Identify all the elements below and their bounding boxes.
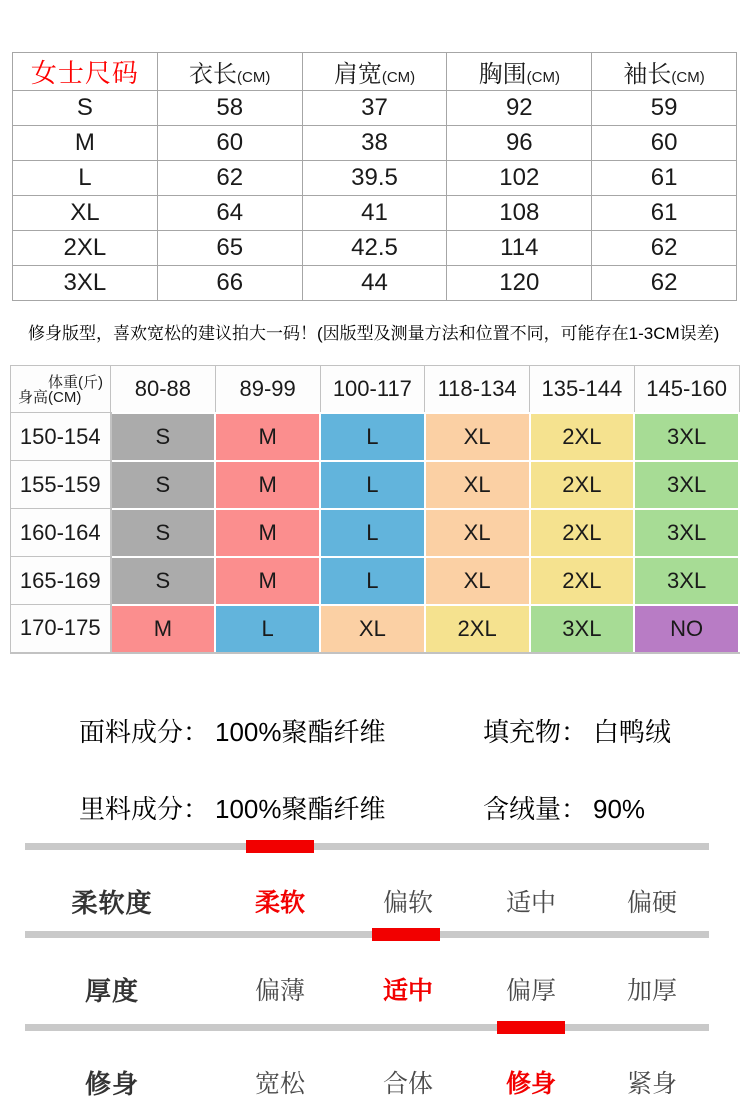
attribute-row-fit [0,1024,750,1114]
measurement-cell: 92 [447,91,592,126]
attribute-option: 加厚 [626,977,678,1005]
size-table-row [13,161,737,196]
attribute-option: 宽松 [254,1070,306,1098]
fabric-info-section [0,713,750,833]
matrix-size-cell: 2XL [530,557,635,605]
matrix-size-cell: L [320,413,425,461]
matrix-size-cell: M [215,413,320,461]
measurement-cell: 64 [157,196,302,231]
measurement-cell: 37 [302,91,447,126]
column-header-sleeve-length [592,53,737,91]
height-range-label: 150-154 [11,413,111,461]
measurement-cell: 62 [157,161,302,196]
attribute-scale-bar [25,1024,709,1031]
size-table-row [13,91,737,126]
measurement-cell: 41 [302,196,447,231]
attribute-selected-marker [497,1021,565,1034]
measurement-cell: 65 [157,231,302,266]
size-table-header-row [13,53,737,91]
attribute-scale-bar [25,843,709,850]
matrix-size-cell: XL [425,557,530,605]
measurement-cell: 44 [302,266,447,301]
size-label: M [13,126,158,161]
size-label: XL [13,196,158,231]
size-label: S [13,91,158,126]
matrix-row [11,605,740,653]
fabric-value: 100%聚酯纤维 [215,794,386,824]
height-range-label: 170-175 [11,605,111,653]
matrix-size-cell: 3XL [530,605,635,653]
matrix-row [11,557,740,605]
corner-height-label: 身高(CM) [18,389,82,406]
height-range-label: 160-164 [11,509,111,557]
height-range-label: 155-159 [11,461,111,509]
attribute-option: 适中 [505,889,557,917]
matrix-size-cell: 2XL [530,509,635,557]
weight-range-header: 89-99 [215,366,320,413]
column-header-unit: (CM) [237,69,271,86]
corner-weight-label: 体重(斤) [48,374,103,391]
weight-range-header: 80-88 [111,366,216,413]
column-header-label: 衣长 [189,61,238,88]
attribute-option: 合体 [382,1070,434,1098]
weight-range-header: 100-117 [320,366,425,413]
matrix-size-cell: XL [425,461,530,509]
matrix-row [11,509,740,557]
measurement-cell: 61 [592,196,737,231]
attribute-name: 柔软度 [71,888,153,918]
attribute-option: 适中 [382,977,434,1005]
attribute-scale-bar [25,931,709,938]
fabric-info-item [483,790,645,828]
weight-range-header: 135-144 [530,366,635,413]
column-header-label: 袖长 [623,61,672,88]
matrix-size-cell: M [111,605,216,653]
matrix-size-cell: M [215,509,320,557]
matrix-size-cell: XL [425,509,530,557]
column-header-bust [447,53,592,91]
attribute-option: 偏厚 [505,977,557,1005]
matrix-size-cell: L [215,605,320,653]
matrix-size-cell: S [111,461,216,509]
fabric-value: 白鸭绒 [593,717,672,747]
fabric-label: 里料成分： [79,794,210,824]
attribute-labels-row [0,975,750,1009]
attribute-selected-marker [372,928,440,941]
attribute-option: 修身 [505,1070,557,1098]
size-table-row [13,231,737,266]
measurement-cell: 96 [447,126,592,161]
fabric-info-item [483,713,671,751]
matrix-size-cell: 2XL [530,413,635,461]
column-header-label: 胸围 [478,61,527,88]
matrix-row [11,461,740,509]
matrix-size-cell: L [320,557,425,605]
attribute-option: 偏软 [382,889,434,917]
fabric-label: 面料成分： [79,717,210,747]
measurement-cell: 61 [592,161,737,196]
attribute-option: 偏硬 [626,889,678,917]
matrix-size-cell: M [215,557,320,605]
attribute-row-thickness [0,931,750,1021]
matrix-size-cell: XL [425,413,530,461]
size-table-row [13,266,737,301]
fabric-value: 100%聚酯纤维 [215,717,386,747]
measurement-cell: 42.5 [302,231,447,266]
column-header-garment-length [157,53,302,91]
attribute-labels-row [0,887,750,921]
matrix-size-cell: L [320,509,425,557]
attribute-option: 偏薄 [254,977,306,1005]
measurement-cell: 39.5 [302,161,447,196]
measurement-cell: 60 [592,126,737,161]
matrix-size-cell: XL [320,605,425,653]
attribute-name: 修身 [84,1069,140,1099]
matrix-header-row [11,366,740,413]
column-header-unit: (CM) [526,69,560,86]
measurement-cell: 114 [447,231,592,266]
column-header-shoulder-width [302,53,447,91]
size-label: L [13,161,158,196]
size-table-row [13,126,737,161]
attribute-name: 厚度 [84,976,140,1006]
fabric-label: 含绒量： [483,794,588,824]
attribute-row-softness [0,843,750,933]
matrix-row [11,413,740,461]
matrix-size-cell: S [111,413,216,461]
column-header-label: 肩宽 [333,61,382,88]
measurement-cell: 58 [157,91,302,126]
fabric-label: 填充物： [483,717,588,747]
attribute-labels-row [0,1068,750,1102]
matrix-size-cell: NO [634,605,739,653]
size-table-row [13,196,737,231]
measurement-cell: 59 [592,91,737,126]
sizing-note: 修身版型，喜欢宽松的建议拍大一码！(因版型及测量方法和位置不同，可能存在1-3CM误差) [28,324,720,343]
weight-range-header: 145-160 [634,366,739,413]
size-table-title: 女士尺码 [13,53,158,91]
size-recommendation-matrix [10,365,740,654]
matrix-size-cell: L [320,461,425,509]
measurement-cell: 108 [447,196,592,231]
attribute-scales-section [0,843,750,1115]
fabric-info-item [79,790,386,828]
attribute-option: 紧身 [626,1070,678,1098]
matrix-size-cell: 3XL [634,557,739,605]
column-header-unit: (CM) [671,69,705,86]
size-table [12,52,737,301]
matrix-size-cell: 2XL [425,605,530,653]
size-label: 2XL [13,231,158,266]
matrix-size-cell: 3XL [634,509,739,557]
height-range-label: 165-169 [11,557,111,605]
matrix-size-cell: S [111,509,216,557]
matrix-size-cell: M [215,461,320,509]
measurement-cell: 38 [302,126,447,161]
attribute-selected-marker [246,840,314,853]
matrix-size-cell: S [111,557,216,605]
measurement-cell: 102 [447,161,592,196]
attribute-option: 柔软 [254,889,306,917]
measurement-cell: 62 [592,231,737,266]
weight-range-header: 118-134 [425,366,530,413]
fabric-info-item [79,713,386,751]
matrix-corner-cell [11,366,111,413]
column-header-unit: (CM) [381,69,416,86]
matrix-size-cell: 2XL [530,461,635,509]
matrix-size-cell: 3XL [634,461,739,509]
matrix-size-cell: 3XL [634,413,739,461]
measurement-cell: 62 [592,266,737,301]
measurement-cell: 66 [157,266,302,301]
measurement-cell: 60 [157,126,302,161]
measurement-cell: 120 [447,266,592,301]
fabric-value: 90% [593,794,646,824]
size-label: 3XL [13,266,158,301]
